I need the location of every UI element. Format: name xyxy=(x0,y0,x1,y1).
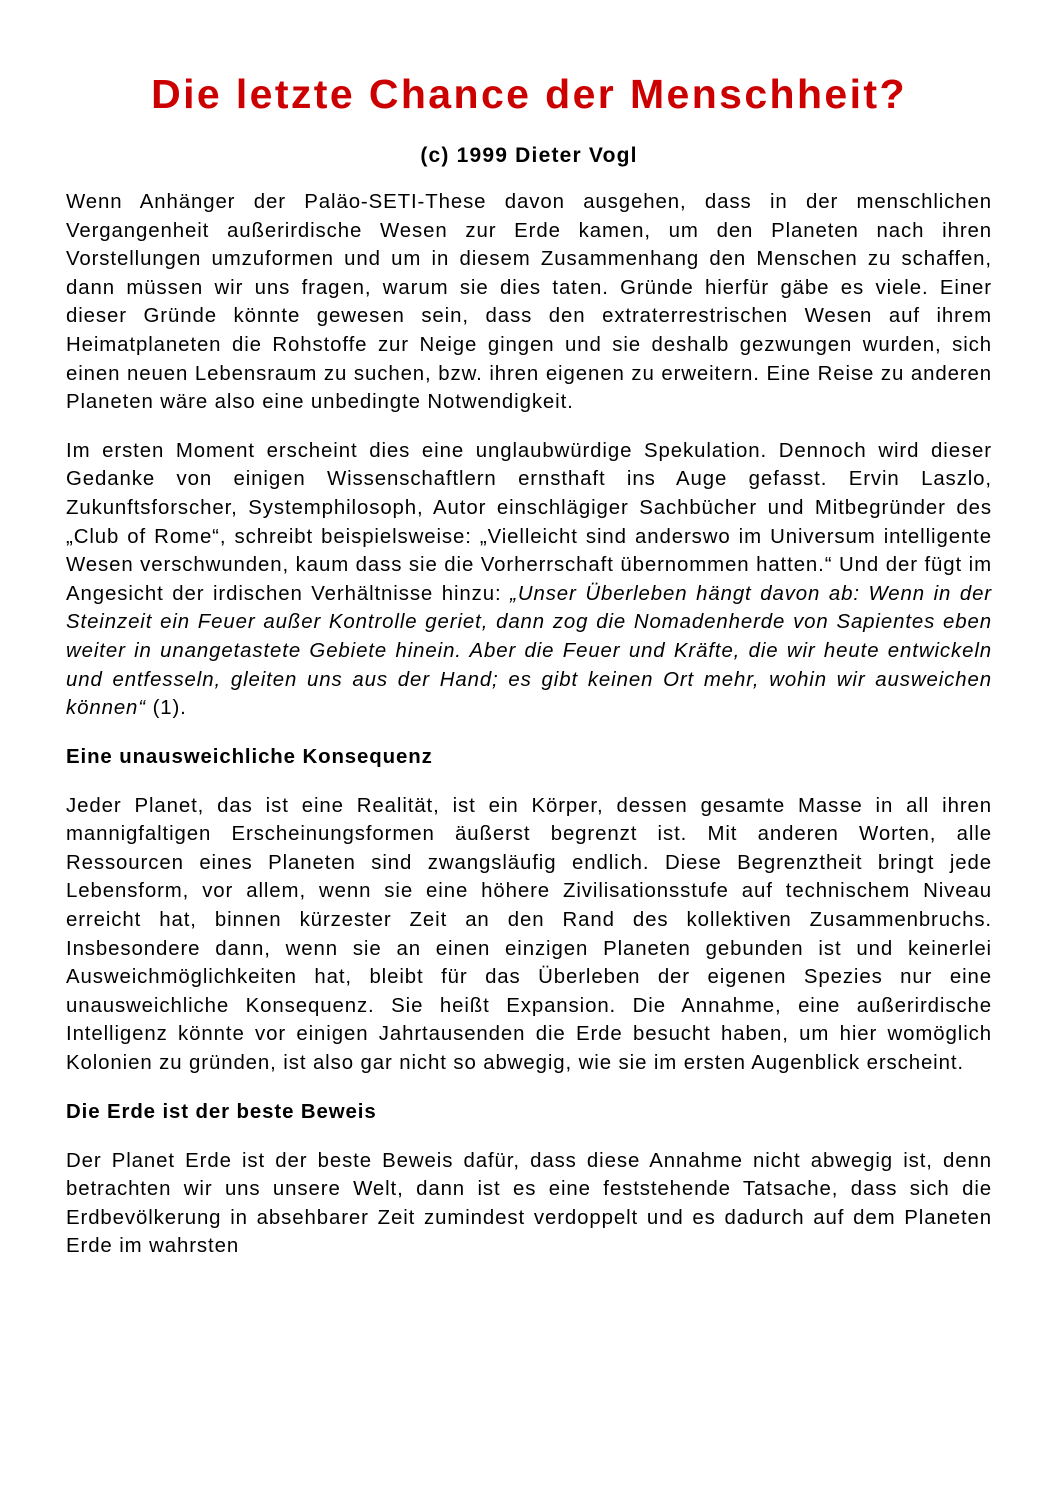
document-title: Die letzte Chance der Menschheit? xyxy=(151,71,907,117)
paragraph-4: Der Planet Erde ist der beste Beweis dafür, dass diese Annahme nicht abwegig ist, denn betrachten wir uns unsere Welt, dann ist es eine feststehende Tatsache, dass sich die Erdbevölkerung in absehbarer Zeit zumindest verdoppelt und es dadurch auf dem Planeten Erde im wahrsten xyxy=(66,1149,992,1258)
paragraph-2 xyxy=(66,437,992,723)
paragraph-2-tail: (1). xyxy=(146,697,187,720)
document-body xyxy=(66,188,992,1281)
paragraph-1: Wenn Anhänger der Paläo-SETI-These davon ausgehen, dass in der menschlichen Vergangenheit außerirdische Wesen zur Erde kamen, um den Planeten nach ihren Vorstellungen umzuformen und um in diesem Zusammenhang den Menschen zu schaffen, dann müssen wir uns fragen, warum sie dies taten. Gründe hierfür gäbe es viele. Einer dieser Gründe könnte gewesen sein, dass den extraterrestrischen Wesen auf ihrem Heimatplaneten die Rohstoffe zur Neige gingen und sie deshalb gezwungen wurden, sich einen neuen Lebensraum zu suchen, bzw. ihren eigenen zu erweitern. Eine Reise zu anderen Planeten wäre also eine unbedingte Notwendigkeit. xyxy=(66,191,992,414)
paragraph-3: Jeder Planet, das ist eine Realität, ist ein Körper, dessen gesamte Masse in all ihren mannigfaltigen Erscheinungsformen äußerst begrenzt ist. Mit anderen Worten, alle Ressourcen eines Planeten sind zwangsläufig endlich. Diese Begrenztheit bringt jede Lebensform, vor allem, wenn sie eine höhere Zivilisationsstufe auf technischem Niveau erreicht hat, binnen kürzester Zeit an den Rand des kollektiven Zusammenbruchs. Insbesondere dann, wenn sie an einen einzigen Planeten gebunden ist und keinerlei Ausweichmöglichkeiten hat, bleibt für das Überleben der eigenen Spezies nur eine unausweichliche Konsequenz. Sie heißt Expansion. Die Annahme, eine außerirdische Intelligenz könnte vor einigen Jahrtausenden die Erde besucht haben, um hier womöglich Kolonien zu gründen, ist also gar nicht so abwegig, wie sie im ersten Augenblick erscheint. xyxy=(66,794,992,1075)
section-heading-1: Eine unausweichliche Konsequenz xyxy=(66,745,433,768)
section-heading-2: Die Erde ist der beste Beweis xyxy=(66,1100,377,1123)
paragraph-2-quote: „Unser Überleben hängt davon ab: Wenn in der Steinzeit ein Feuer außer Kontrolle geriet, dann zog die Nomadenherde von Sapientes eben weiter in unangetastete Gebiete hinein. Aber die Feuer und Kräfte, die wir heute entwickeln und entfesseln, gleiten uns aus der Hand; es gibt keinen Ort mehr, wohin wir ausweichen können“ xyxy=(66,582,992,720)
copyright-line: (c) 1999 Dieter Vogl xyxy=(420,144,638,167)
paragraph-2-lead: Im ersten Moment erscheint dies eine unglaubwürdige Spekulation. Dennoch wird dieser Gedanke von einigen Wissenschaftlern ernsthaft ins Auge gefasst. Ervin Laszlo, Zukunftsforscher, Systemphilosoph, Autor einschlägiger Sachbücher und Mitbegründer des „Club of Rome“, schreibt beispielsweise: „Vielleicht sind anderswo im Universum intelligente Wesen verschwunden, kaum dass sie die Vorherrschaft übernommen hatten.“ Und der fügt im Angesicht der irdischen Verhältnisse hinzu: xyxy=(66,439,992,605)
